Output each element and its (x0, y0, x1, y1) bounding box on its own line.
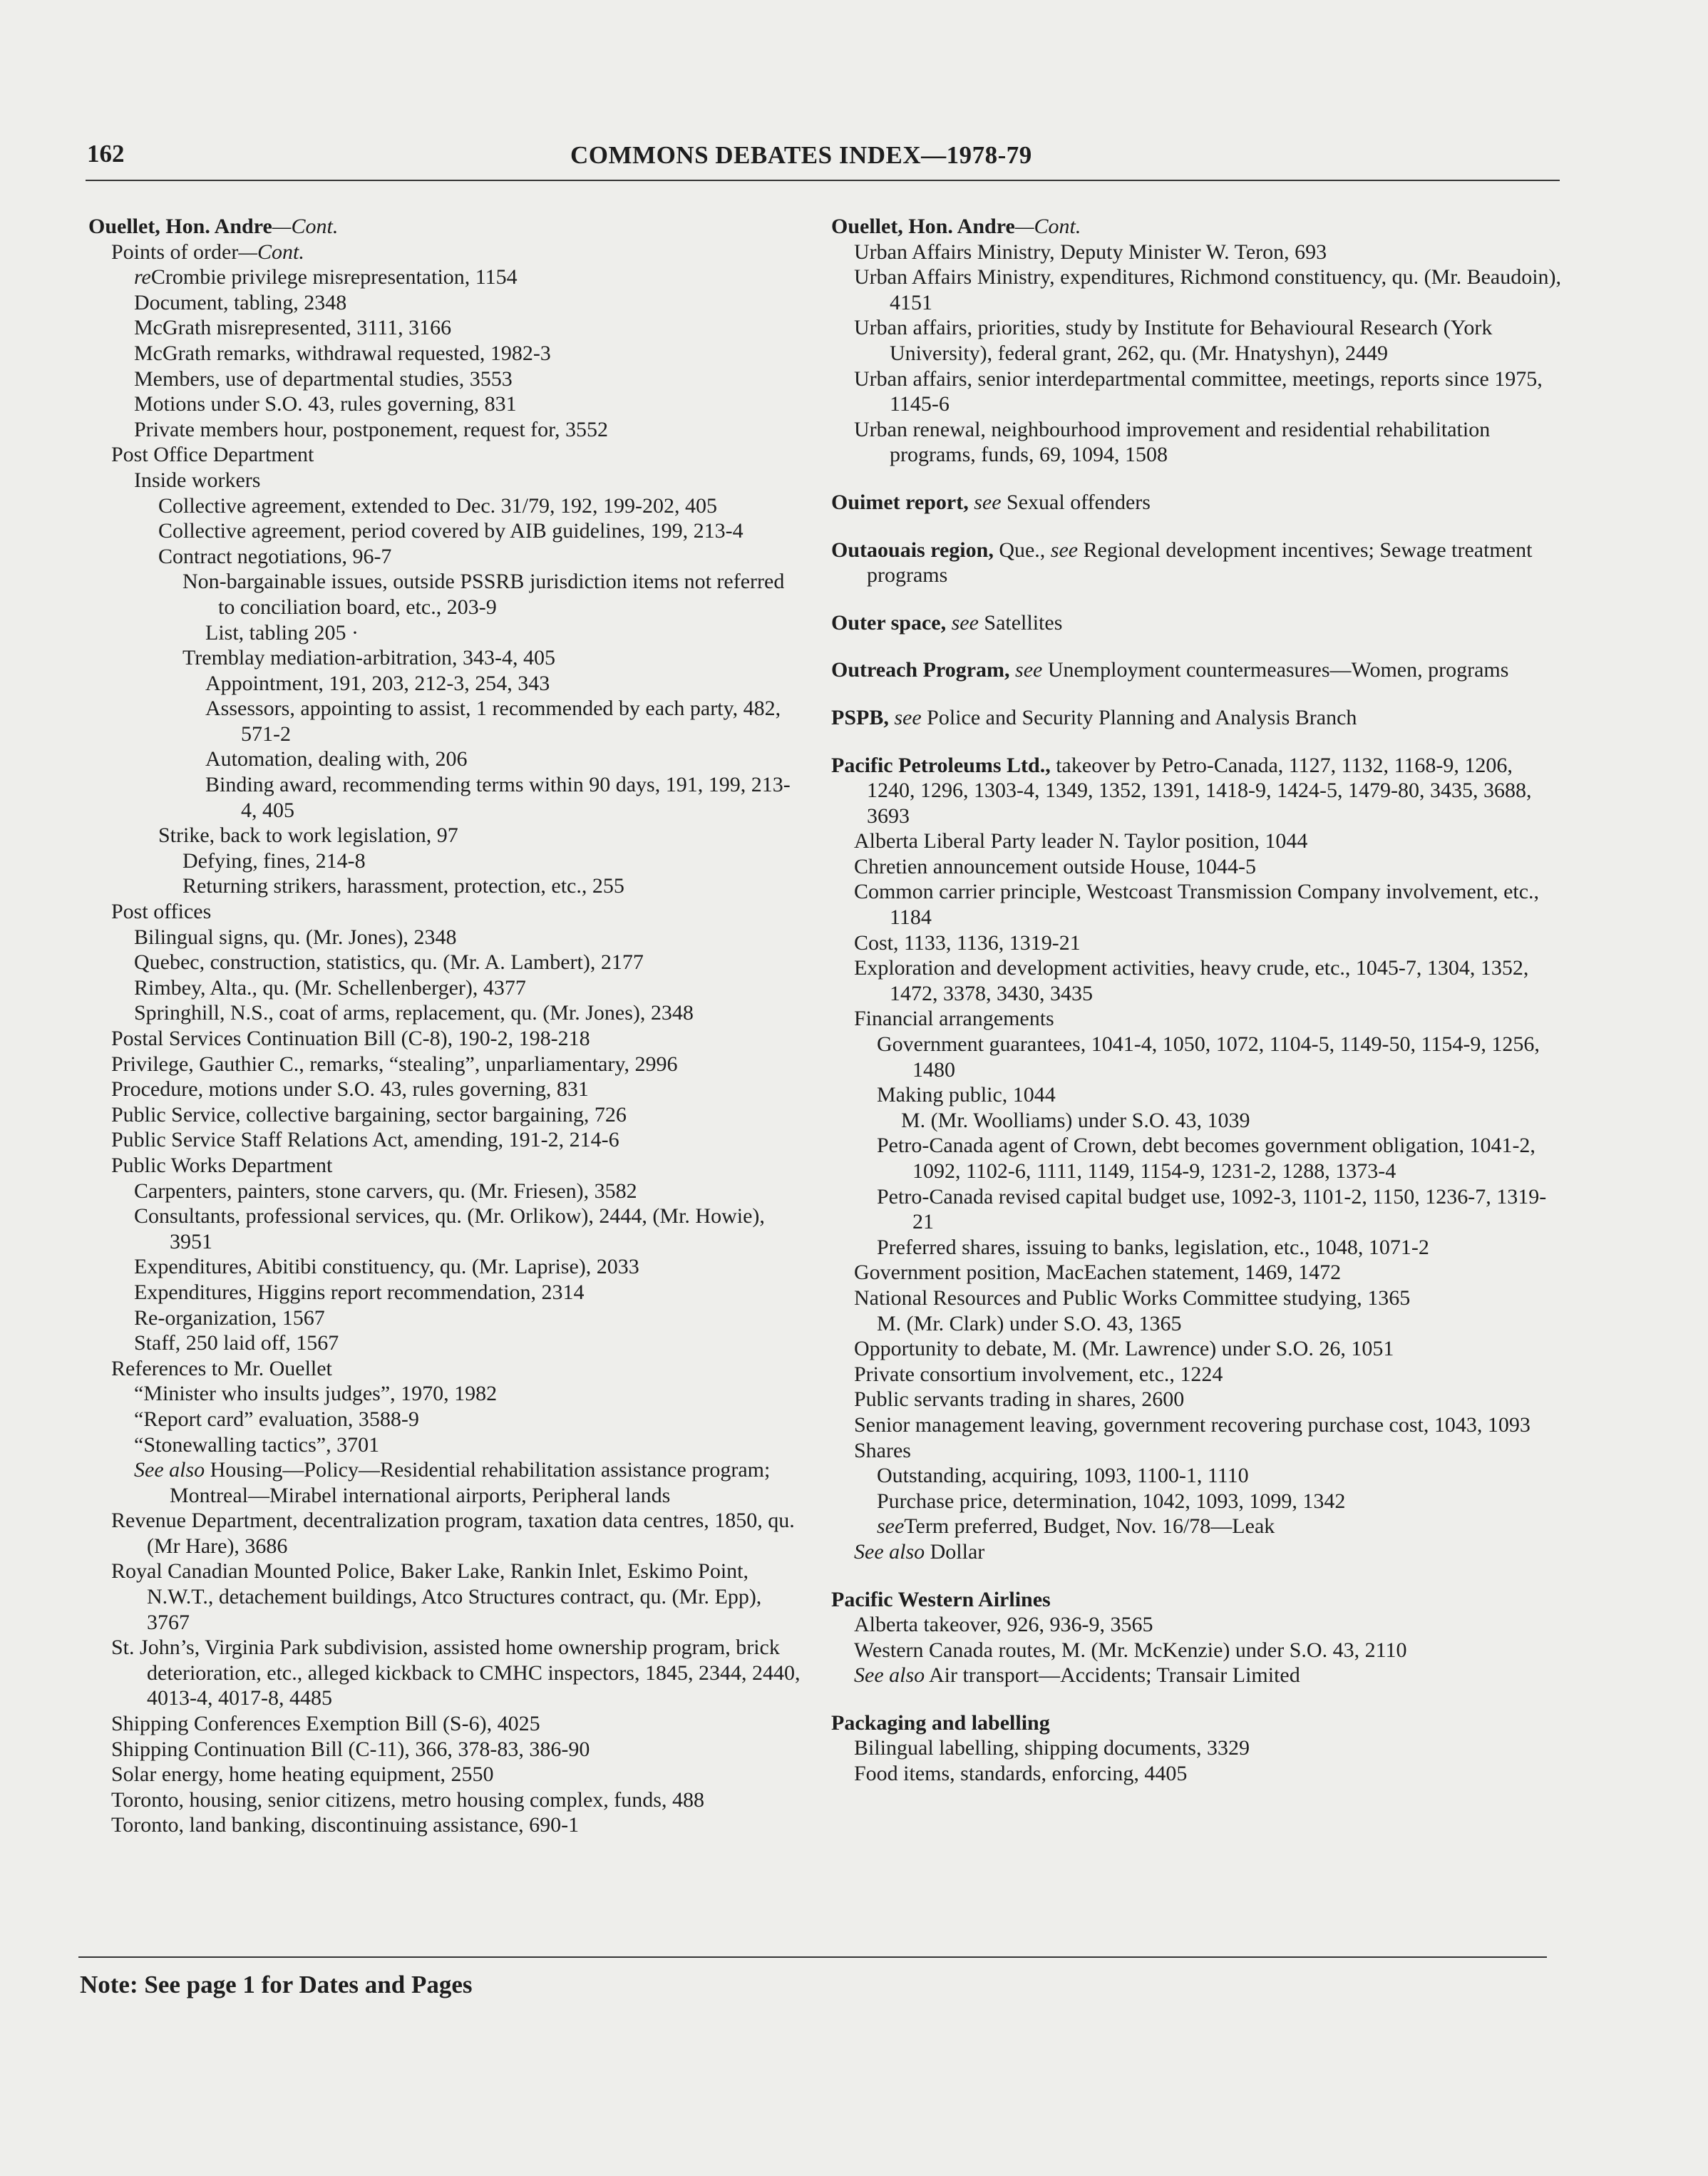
entry-text: Making public, 1044 (877, 1083, 1056, 1107)
index-subentry (831, 1514, 1565, 1539)
index-subentry (88, 1457, 801, 1508)
index-subentry (88, 823, 801, 848)
entry-text: Dollar (925, 1539, 985, 1564)
entry-text: Members, use of departmental studies, 3553 (134, 366, 513, 391)
entry-text: Shipping Continuation Bill (C-11), 366, 378-83, 386-90 (111, 1737, 590, 1761)
entry-text: Postal Services Continuation Bill (C-8), 190-2, 198-218 (111, 1027, 590, 1050)
entry-text: Government guarantees, 1041-4, 1050, 1072, 1104-5, 1149-50, 1154-9, 1256, 1480 (877, 1032, 1540, 1082)
entry-head: Ouimet report, (831, 490, 969, 514)
index-column-right (831, 214, 1565, 1787)
index-subentry (88, 1127, 801, 1153)
entry-text: Urban renewal, neighbourhood improvement and residential rehabilitation programs, funds, 69, 1094, 1508 (854, 417, 1491, 467)
entry-text: Carpenters, painters, stone carvers, qu. (Mr. Friesen), 3582 (134, 1179, 637, 1203)
index-subentry (88, 315, 801, 341)
index-subentry (88, 620, 801, 646)
entry-head: Outer space, (831, 610, 947, 635)
index-subentry (831, 1489, 1565, 1514)
entry-text: Term preferred, (904, 1514, 1044, 1539)
index-subentry (88, 391, 801, 417)
entry-text: Chretien announcement outside House, 1044-5 (854, 854, 1257, 878)
entry-mid-i: see (1009, 658, 1043, 682)
entry-text: Revenue Department, decentralization program, taxation data centres, 1850, qu. (Mr Hare), 3686 (111, 1509, 795, 1558)
entry-text: Procedure, motions under S.O. 43, rules governing, 831 (111, 1077, 589, 1102)
index-subentry (831, 1260, 1565, 1285)
entry-text: Royal Canadian Mounted Police, Baker Lake, Rankin Inlet, Eskimo Point, N.W.T., detachement buildings, Atco Structures contract, qu. (Mr. Epp), 3767 (111, 1559, 762, 1634)
entry-text: Points of order (111, 240, 239, 264)
entry-text: Senior management leaving, government recovering purchase cost, 1043, 1093 (854, 1412, 1530, 1437)
entry-head-i: —Cont. (272, 215, 339, 238)
entry-mid-i: re (134, 265, 151, 289)
entry-text: Petro-Canada agent of Crown, debt becomes government obligation, 1041-2, 1092, 1102-6, 1111, 1149, 1154-9, 1231-2, 1288, 1373-4 (877, 1134, 1535, 1183)
index-subentry (88, 518, 801, 544)
index-subentry (831, 1311, 1565, 1337)
entry-text: Post offices (111, 900, 212, 924)
entry-text: Government position, MacEachen statement, 1469, 1472 (854, 1261, 1342, 1285)
entry-text: Assessors, appointing to assist, 1 recommended by each party, 482, 571-2 (205, 697, 781, 746)
entry-head: Pacific Western Airlines (831, 1587, 1051, 1611)
index-subentry (88, 1254, 801, 1280)
entry-text: Appointment, 191, 203, 212-3, 254, 343 (205, 671, 550, 695)
index-subentry (88, 772, 801, 823)
entry-text: “Report card” evaluation, 3588-9 (134, 1407, 419, 1431)
index-subentry (88, 746, 801, 772)
entry-text: Toronto, housing, senior citizens, metro housing complex, funds, 488 (111, 1787, 704, 1812)
entry-text: Collective agreement, period covered by AIB guidelines, 199, 213-4 (158, 519, 744, 543)
index-subentry (88, 1077, 801, 1102)
entry-text: takeover by Petro-Canada, 1127, 1132, 1168-9, 1206, 1240, 1296, 1303-4, 1349, 1352, 1391, 1418-9, 1424-5, 1479-80, 3435, 3688, 3693 (867, 753, 1532, 828)
entry-text: St. John’s, Virginia Park subdivision, assisted home ownership program, brick deterioration, etc., alleged kickback to CMHC inspectors, 1845, 2344, 2440, 4013-4, 4017-8, 4485 (111, 1636, 801, 1710)
footer-rule (78, 1956, 1547, 1958)
index-subentry (88, 417, 801, 443)
index-heading-entry (831, 1587, 1565, 1613)
entry-text: Consultants, professional services, qu. (Mr. Orlikow), 2444, (Mr. Howie), 3951 (134, 1204, 765, 1253)
index-subentry (831, 1387, 1565, 1412)
index-subentry (88, 873, 801, 899)
index-subentry (831, 1638, 1565, 1663)
index-subentry (88, 1356, 801, 1382)
entry-text: Public Service Staff Relations Act, amending, 191-2, 214-6 (111, 1128, 619, 1152)
index-heading-entry (831, 610, 1565, 636)
index-subentry (88, 366, 801, 392)
entry-text: Bilingual signs, qu. (Mr. Jones), 2348 (134, 925, 457, 949)
entry-lead-i: See also (134, 1458, 205, 1482)
index-subentry (88, 493, 801, 519)
entry-text: Bilingual labelling, shipping documents, 3329 (854, 1736, 1250, 1760)
entry-text: Alberta Liberal Party leader N. Taylor position, 1044 (854, 829, 1308, 853)
index-heading-entry (831, 753, 1565, 829)
entry-text: Returning strikers, harassment, protection, etc., 255 (182, 874, 624, 898)
index-subentry (88, 1000, 801, 1026)
entry-mid-i2: see (1050, 538, 1079, 562)
index-subentry (88, 1305, 801, 1331)
index-subentry (831, 1612, 1565, 1638)
index-subentry (831, 1761, 1565, 1787)
index-subentry (88, 1711, 801, 1737)
index-subentry (831, 315, 1565, 366)
entry-text: Rimbey, Alta., qu. (Mr. Schellenberger), 4377 (134, 975, 526, 1000)
index-subentry (831, 1663, 1565, 1688)
entry-mid-i: see (968, 490, 1002, 514)
entry-text: Urban affairs, senior interdepartmental committee, meetings, reports since 1975, 1145-6 (854, 366, 1543, 416)
index-subentry (831, 1412, 1565, 1438)
entry-text: Urban Affairs Ministry, Deputy Minister W. Teron, 693 (854, 240, 1327, 264)
index-subentry (831, 1362, 1565, 1387)
entry-text: Contract negotiations, 96-7 (158, 544, 392, 568)
entry-text: Tremblay mediation-arbitration, 343-4, 405 (182, 646, 555, 670)
entry-text: Privilege, Gauthier C., remarks, “stealing”, unparliamentary, 2996 (111, 1052, 678, 1076)
index-subentry (831, 1006, 1565, 1032)
entry-text: Shares (854, 1438, 911, 1462)
index-subentry (88, 645, 801, 671)
index-subentry (831, 1184, 1565, 1235)
entry-text: Expenditures, Higgins report recommendation, 2314 (134, 1280, 585, 1304)
entry-text: Unemployment countermeasures—Women, programs (1042, 658, 1509, 682)
entry-tail: Regional development incentives; Sewage treatment programs (867, 538, 1533, 587)
index-subentry (831, 930, 1565, 956)
footer-note: Note: See page 1 for Dates and Pages (80, 1971, 473, 1998)
index-heading-entry (831, 490, 1565, 515)
entry-text: Motions under S.O. 43, rules governing, 831 (134, 392, 517, 416)
entry-text: Automation, dealing with, 206 (205, 747, 468, 771)
index-subentry (88, 290, 801, 316)
index-column-left (88, 214, 801, 1838)
index-subentry (88, 1204, 801, 1254)
entry-text: Que., (993, 538, 1051, 562)
index-subentry (831, 1539, 1565, 1565)
entry-head: Ouellet, Hon. Andre (88, 215, 272, 238)
entry-text: Crombie privilege (150, 265, 313, 289)
entry-text: Post Office Department (111, 443, 314, 467)
index-subentry (831, 1336, 1565, 1362)
entry-text: Public Works Department (111, 1153, 333, 1177)
index-subentry (88, 1330, 801, 1356)
entry-text: Urban Affairs Ministry, expenditures, Richmond constituency, qu. (Mr. Beaudoin), 4151 (854, 265, 1562, 314)
page-title: COMMONS DEBATES INDEX—1978-79 (570, 141, 1032, 169)
index-subentry (88, 950, 801, 975)
entry-head: PSPB, (831, 705, 889, 729)
index-subentry (831, 955, 1565, 1006)
header-rule (86, 180, 1560, 181)
index-subentry (88, 1179, 801, 1204)
entry-text: Financial arrangements (854, 1007, 1054, 1031)
index-subentry (88, 1102, 801, 1128)
entry-text: Defying, fines, 214-8 (182, 848, 366, 873)
index-subentry (831, 1463, 1565, 1489)
index-subentry (88, 341, 801, 366)
index-subentry (831, 1108, 1565, 1134)
entry-text: Petro-Canada revised capital budget use, 1092-3, 1101-2, 1150, 1236-7, 1319-21 (877, 1184, 1547, 1234)
entry-tail: Budget, Nov. 16/78—Leak (1043, 1514, 1275, 1539)
index-subentry (831, 854, 1565, 880)
index-heading-entry (831, 538, 1565, 588)
index-subentry (831, 1438, 1565, 1464)
index-subentry (831, 879, 1565, 930)
index-subentry (88, 442, 801, 468)
index-subentry (88, 925, 801, 950)
entry-head: Ouellet, Hon. Andre (831, 215, 1015, 238)
index-heading-entry (831, 657, 1565, 683)
index-heading-entry (831, 1710, 1565, 1736)
index-subentry (88, 1407, 801, 1432)
entry-text: Staff, 250 laid off, 1567 (134, 1331, 339, 1355)
index-subentry (88, 696, 801, 746)
index-subentry (88, 1381, 801, 1407)
index-subentry (88, 1280, 801, 1305)
index-subentry (831, 1133, 1565, 1184)
index-subentry (88, 1812, 801, 1838)
entry-text: Exploration and development activities, heavy crude, etc., 1045-7, 1304, 1352, 1472, 3378, 3430, 3435 (854, 956, 1529, 1005)
index-subentry (88, 899, 801, 925)
entry-text: Housing—Policy—Residential rehabilitation assistance program; Montreal—Mirabel international airports, Peripheral lands (170, 1458, 771, 1507)
entry-text: Document, tabling, 2348 (134, 290, 347, 314)
entry-text: Springhill, N.S., coat of arms, replacement, qu. (Mr. Jones), 2348 (134, 1001, 694, 1025)
entry-text: Binding award, recommending terms within 90 days, 191, 199, 213-4, 405 (205, 773, 791, 822)
index-subentry (831, 240, 1565, 265)
entry-text: Private consortium involvement, etc., 1224 (854, 1362, 1223, 1386)
entry-head: Outaouais region, (831, 538, 994, 562)
entry-text: Quebec, construction, statistics, qu. (Mr. A. Lambert), 2177 (134, 950, 644, 975)
index-subentry (88, 1635, 801, 1711)
entry-text: M. (Mr. Clark) under S.O. 43, 1365 (877, 1311, 1182, 1335)
entry-text: Preferred shares, issuing to banks, legislation, etc., 1048, 1071-2 (877, 1235, 1429, 1259)
entry-text: Non-bargainable issues, outside PSSRB jurisdiction items not referred to conciliation board, etc., 203-9 (182, 570, 785, 619)
entry-head-i: —Cont. (1014, 215, 1081, 238)
entry-text: “Stonewalling tactics”, 3701 (134, 1432, 380, 1457)
index-subentry (831, 1285, 1565, 1311)
entry-lead-i: See also (854, 1663, 925, 1688)
entry-text: Re-organization, 1567 (134, 1305, 325, 1330)
index-subentry (831, 1082, 1565, 1108)
entry-text: Opportunity to debate, M. (Mr. Lawrence) under S.O. 26, 1051 (854, 1337, 1394, 1361)
index-subentry (831, 828, 1565, 854)
entry-text: Urban affairs, priorities, study by Institute for Behavioural Research (York University), federal grant, 262, qu. (Mr. Hnatyshyn), 2449 (854, 316, 1493, 365)
index-subentry (831, 265, 1565, 315)
entry-text: Food items, standards, enforcing, 4405 (854, 1762, 1188, 1786)
entry-text: Public Service, collective bargaining, sector bargaining, 726 (111, 1102, 627, 1127)
index-subentry (88, 671, 801, 697)
index-subentry (831, 366, 1565, 417)
entry-mid-i: see (946, 610, 979, 635)
index-subentry (831, 417, 1565, 468)
index-subentry (88, 240, 801, 265)
entry-text: McGrath misrepresented, 3111, 3166 (134, 316, 452, 340)
entry-text: Purchase price, determination, 1042, 1093, 1099, 1342 (877, 1489, 1346, 1513)
index-subentry (88, 1559, 801, 1635)
entry-text: Private members hour, postponement, request for, 3552 (134, 417, 608, 441)
index-subentry (88, 1432, 801, 1458)
entry-mid-i: see (877, 1514, 905, 1539)
entry-text: Police and Security Planning and Analysis Branch (921, 705, 1357, 729)
index-subentry (88, 1052, 801, 1077)
entry-head: Outreach Program, (831, 658, 1010, 682)
entry-text: Common carrier principle, Westcoast Transmission Company involvement, etc., 1184 (854, 880, 1540, 930)
index-heading-entry (831, 214, 1565, 240)
entry-text: Satellites (978, 610, 1063, 635)
entry-text: Alberta takeover, 926, 936-9, 3565 (854, 1613, 1153, 1637)
entry-text: McGrath remarks, withdrawal requested, 1982-3 (134, 341, 551, 365)
entry-tail: misrepresentation, 1154 (312, 265, 518, 289)
entry-head: Packaging and labelling (831, 1710, 1050, 1735)
index-subentry (88, 1153, 801, 1179)
entry-text: Inside workers (134, 468, 261, 492)
entry-text: Expenditures, Abitibi constituency, qu. (Mr. Laprise), 2033 (134, 1255, 639, 1279)
index-subentry (88, 569, 801, 620)
entry-text: List, tabling 205 · (205, 620, 359, 645)
page-number: 162 (87, 140, 125, 168)
index-heading-entry (88, 214, 801, 240)
index-subentry (88, 975, 801, 1001)
entry-text: Toronto, land banking, discontinuing assistance, 690-1 (111, 1813, 580, 1837)
index-subentry (88, 848, 801, 874)
entry-text: Outstanding, acquiring, 1093, 1100-1, 1110 (877, 1464, 1249, 1488)
index-subentry (88, 1026, 801, 1052)
entry-text: Shipping Conferences Exemption Bill (S-6), 4025 (111, 1712, 540, 1736)
entry-text: References to Mr. Ouellet (111, 1356, 332, 1380)
index-subentry (88, 1737, 801, 1762)
index-subentry (88, 265, 801, 290)
index-subentry (831, 1235, 1565, 1261)
entry-text: Western Canada routes, M. (Mr. McKenzie) under S.O. 43, 2110 (854, 1638, 1407, 1662)
entry-lead-i: See also (854, 1539, 925, 1564)
entry-text: Sexual offenders (1001, 490, 1151, 514)
entry-text: M. (Mr. Woolliams) under S.O. 43, 1039 (901, 1108, 1250, 1132)
entry-text: Air transport—Accidents; Transair Limited (925, 1663, 1300, 1688)
entry-text: Solar energy, home heating equipment, 2550 (111, 1762, 494, 1787)
entry-tail-i: —Cont. (238, 240, 304, 264)
index-subentry (88, 1508, 801, 1559)
index-subentry (831, 1735, 1565, 1761)
index-subentry (88, 468, 801, 493)
entry-text: National Resources and Public Works Committee studying, 1365 (854, 1285, 1411, 1310)
entry-mid-i: see (888, 705, 922, 729)
index-subentry (831, 1032, 1565, 1082)
entry-text: “Minister who insults judges”, 1970, 1982 (134, 1382, 498, 1406)
entry-head: Pacific Petroleums Ltd., (831, 753, 1051, 777)
entry-text: Strike, back to work legislation, 97 (158, 823, 458, 848)
index-heading-entry (831, 705, 1565, 731)
index-subentry (88, 544, 801, 570)
index-subentry (88, 1762, 801, 1787)
entry-text: Collective agreement, extended to Dec. 31/79, 192, 199-202, 405 (158, 493, 717, 518)
entry-text: Public servants trading in shares, 2600 (854, 1387, 1185, 1412)
index-subentry (88, 1787, 801, 1813)
entry-text: Cost, 1133, 1136, 1319-21 (854, 930, 1081, 955)
